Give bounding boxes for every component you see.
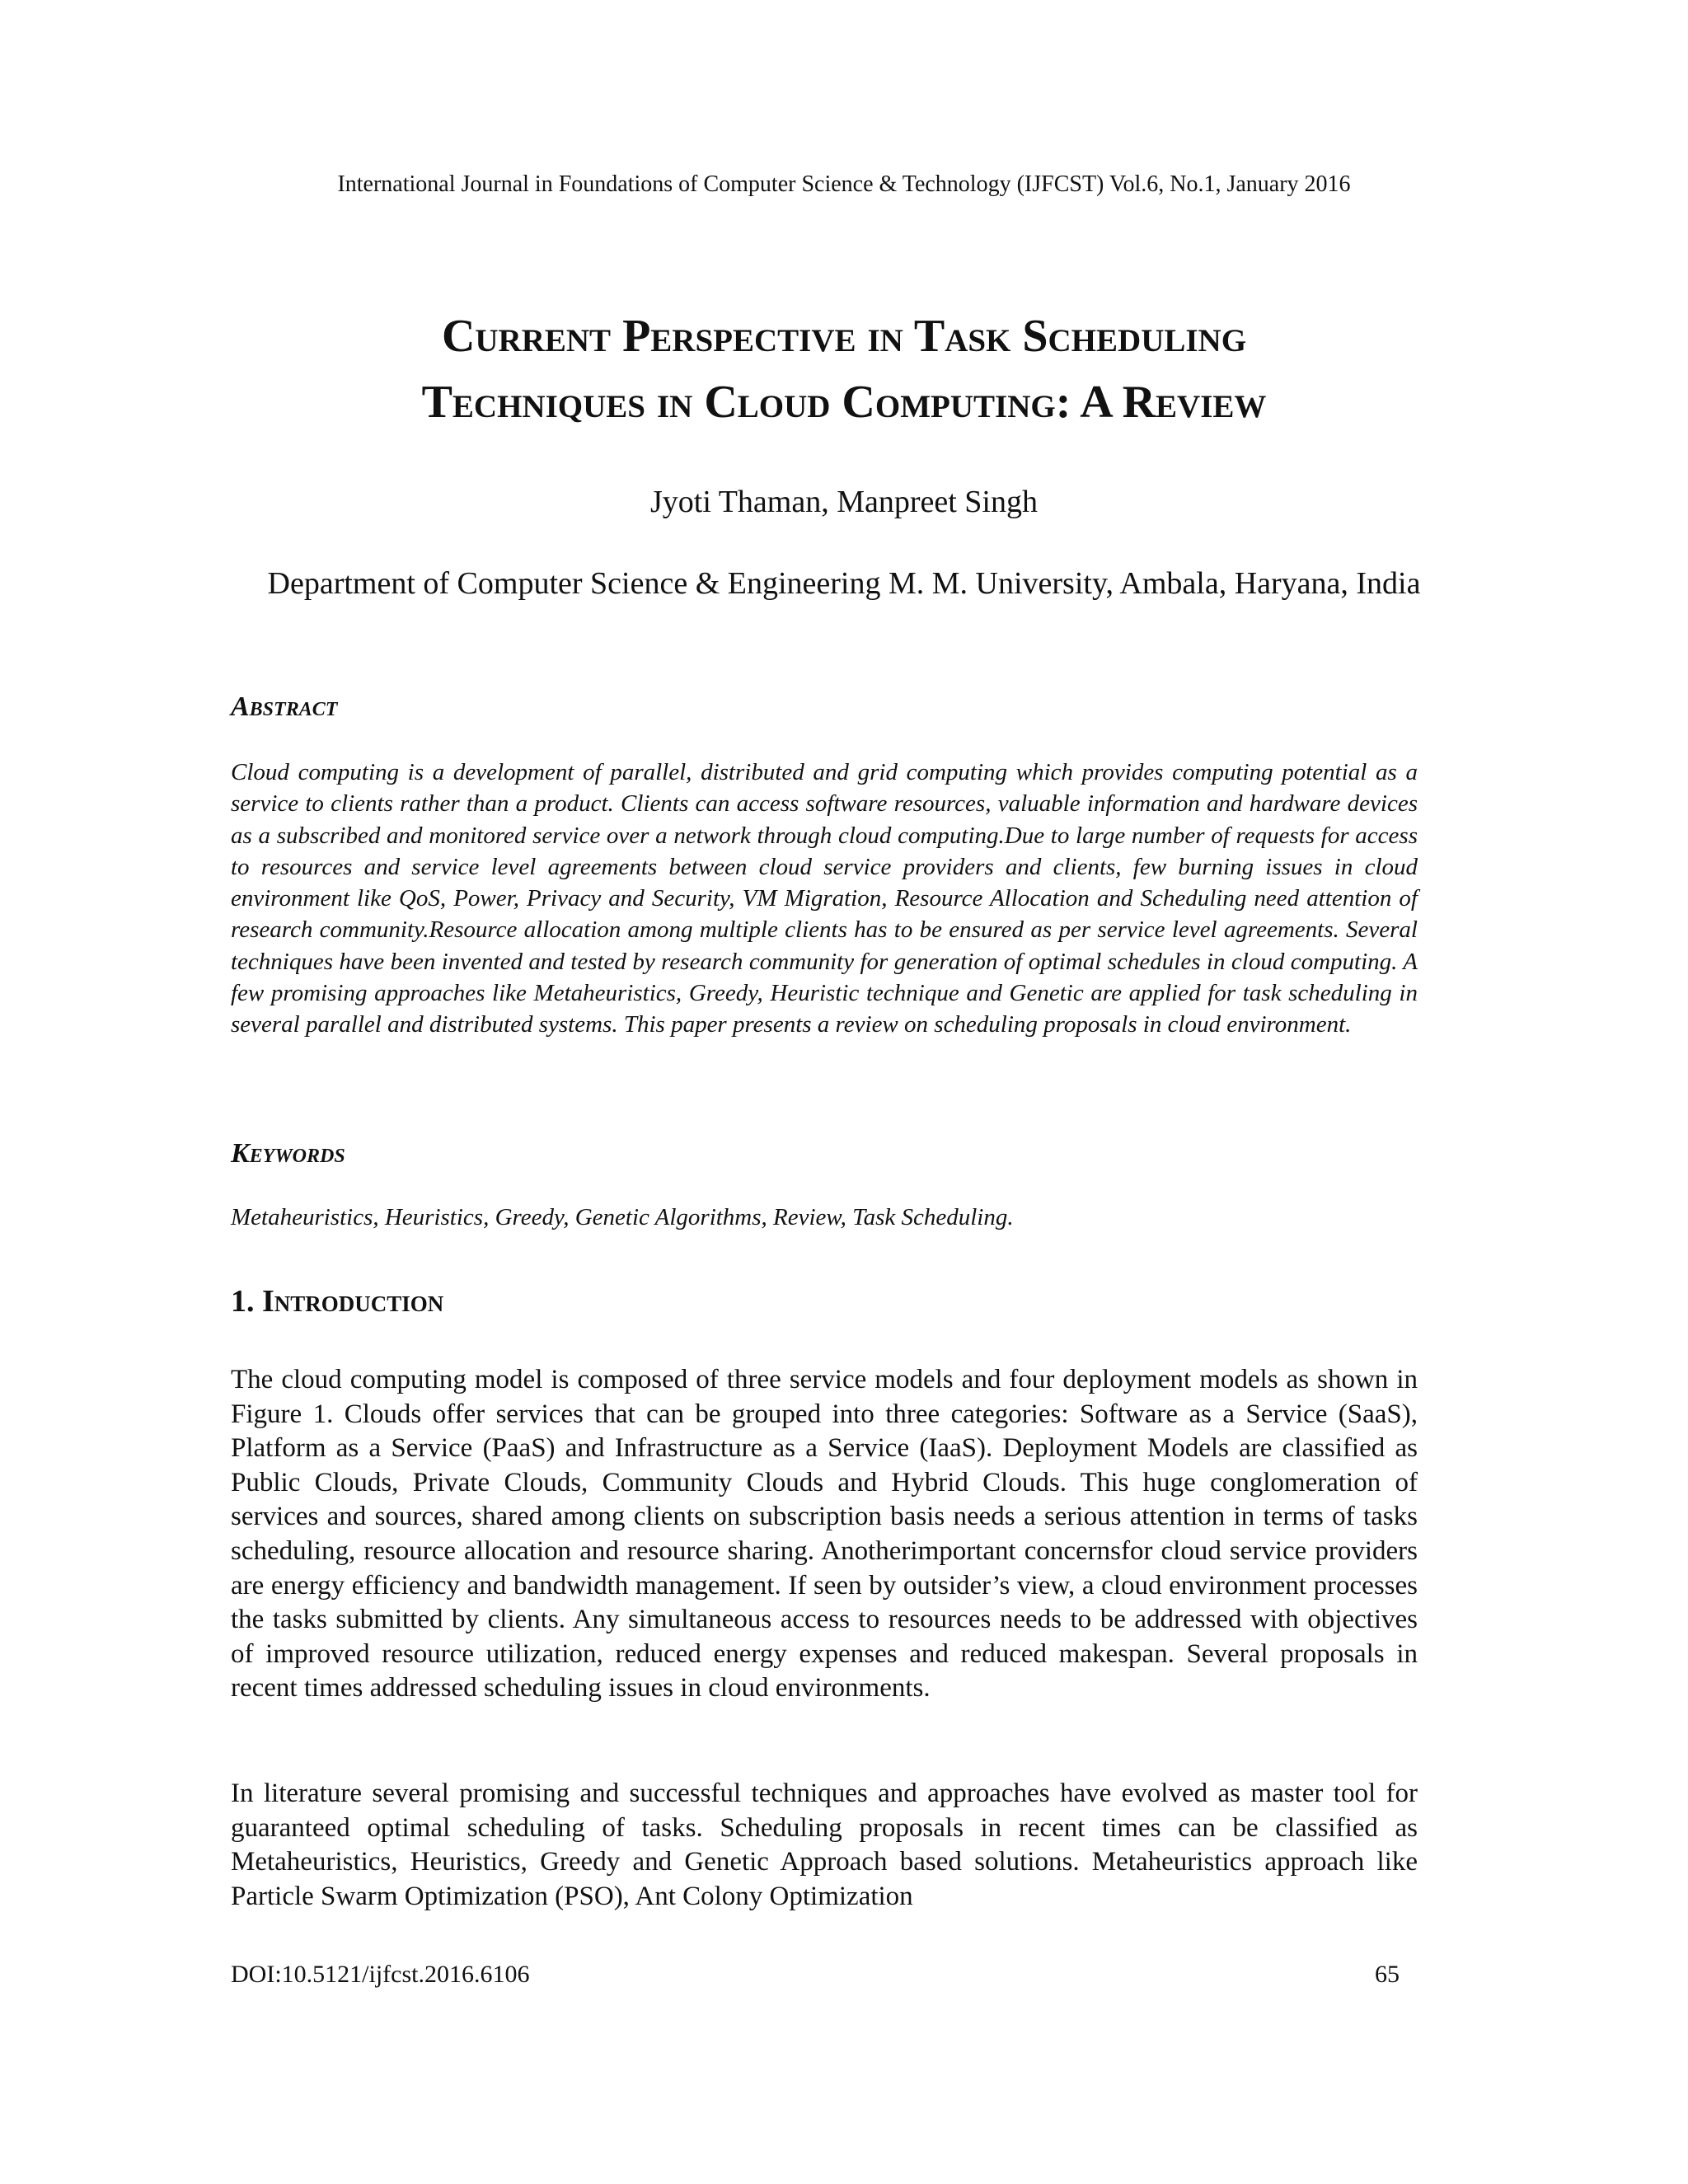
- abstract-text: Cloud computing is a development of parallel, distributed and grid computing which provides computing potential as a service to clients rather than a product. Clients can access software resources, valuable information and hardware devices as a subscribed and monitored service over a network through cloud computing.Due to large number of requests for access to resources and service level agreements between cloud service providers and clients, few burning issues in cloud environment like QoS, Power, Privacy and Security, VM Migration, Resource Allocation and Scheduling need attention of research community.Resource allocation among multiple clients has to be ensured as per service level agreements. Several techniques have been invented and tested by research community for generation of optimal schedules in cloud computing. A few promising approaches like Metaheuristics, Greedy, Heuristic technique and Genetic are applied for task scheduling in several parallel and distributed systems. This paper presents a review on scheduling proposals in cloud environment.: [231, 759, 1418, 1038]
- authors: Jyoti Thaman, Manpreet Singh: [649, 485, 1038, 519]
- page-number: 65: [1375, 1961, 1400, 1988]
- running-header: International Journal in Foundations of Computer Science & Technology (IJFCST) Vol.6, No.1, January 2016: [337, 171, 1351, 197]
- affiliation: Department of Computer Science & Engineering M. M. University, Ambala, Haryana, India: [267, 566, 1421, 601]
- paper-title-line-2: Techniques in Cloud Computing: A Review: [421, 377, 1267, 428]
- footer-doi: DOI:10.5121/ijfcst.2016.6106: [231, 1961, 530, 1988]
- introduction-paragraph-1: The cloud computing model is composed of three service models and four deployment models as shown in Figure 1. Clouds offer services that can be grouped into three categories: Software as a Service (SaaS), Platform as a Service (PaaS) and Infrastructure as a Service (IaaS). Deployment Models are classified as Public Clouds, Private Clouds, Community Clouds and Hybrid Clouds. This huge conglomeration of services and sources, shared among clients on subscription basis needs a serious attention in terms of tasks scheduling, resource allocation and resource sharing. Anotherimportant concernsfor cloud service providers are energy efficiency and bandwidth management. If seen by outsider’s view, a cloud environment processes the tasks submitted by clients. Any simultaneous access to resources needs to be addressed with objectives of improved resource utilization, reduced energy expenses and reduced makespan. Several proposals in recent times addressed scheduling issues in cloud environments.: [231, 1365, 1418, 1704]
- keywords-text: Metaheuristics, Heuristics, Greedy, Genetic Algorithms, Review, Task Scheduling.: [231, 1204, 1014, 1230]
- introduction-heading: 1. Introduction: [231, 1284, 444, 1319]
- introduction-paragraph-2: In literature several promising and successful techniques and approaches have evolved as master tool for guaranteed optimal scheduling of tasks. Scheduling proposals in recent times can be classified as Metaheuristics, Heuristics, Greedy and Genetic Approach based solutions. Metaheuristics approach like Particle Swarm Optimization (PSO), Ant Colony Optimization: [231, 1779, 1418, 1911]
- paper-title: [165, 303, 1523, 435]
- paper-title-line-1: Current Perspective in Task Scheduling: [441, 311, 1247, 362]
- keywords-heading: Keywords: [231, 1138, 345, 1169]
- abstract-heading: Abstract: [231, 691, 338, 722]
